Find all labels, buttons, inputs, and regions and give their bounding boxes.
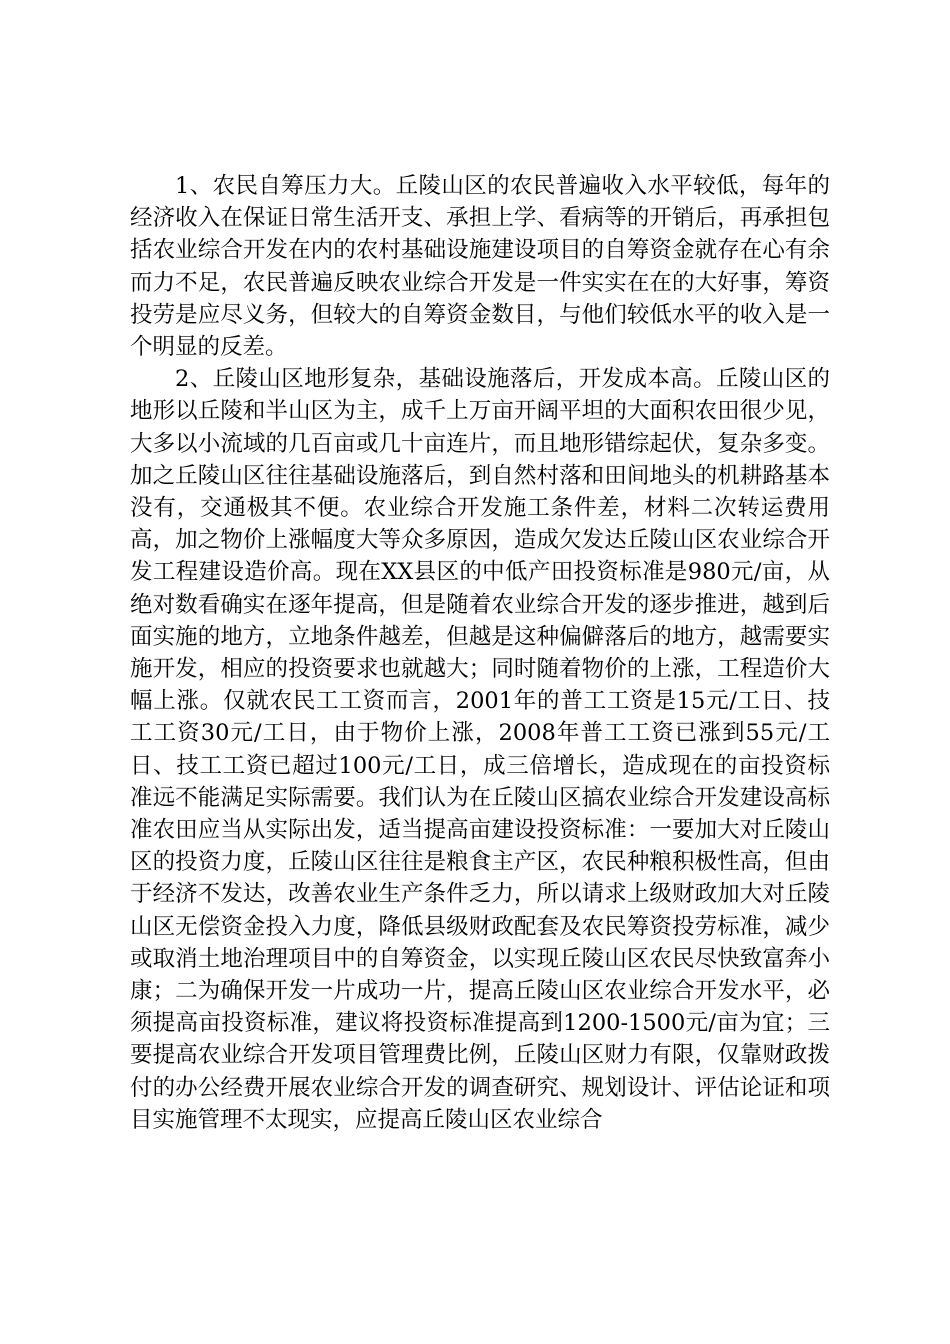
document-body (130, 170, 830, 1136)
paragraph-farmer-self-funding-pressure: 1、农民自筹压力大。丘陵山区的农民普遍收入水平较低，每年的经济收入在保证日常生活开支、承担上学、看病等的开销后，再承担包括农业综合开发在内的农村基础设施建设项目的自筹资金就存在心有余而力不足，农民普遍反映农业综合开发是一件实实在在的大好事，筹资投劳是应尽义务，但较大的自筹资金数目，与他们较低水平的收入是一个明显的反差。 (130, 173, 830, 361)
paragraph-hilly-terrain-development-cost: 2、丘陵山区地形复杂，基础设施落后，开发成本高。丘陵山区的地形以丘陵和半山区为主，成千上万亩开阔平坦的大面积农田很少见，大多以小流域的几百亩或几十亩连片，而且地形错综起伏，复杂多变。加之丘陵山区往往基础设施落后，到自然村落和田间地头的机耕路基本没有，交通极其不便。农业综合开发施工条件差，材料二次转运费用高，加之物价上涨幅度大等众多原因，造成欠发达丘陵山区农业综合开发工程建设造价高。现在XX县区的中低产田投资标准是980元/亩，从绝对数看确实在逐年提高，但是随着农业综合开发的逐步推进，越到后面实施的地方，立地条件越差，但越是这种偏僻落后的地方，越需要实施开发，相应的投资要求也就越大；同时随着物价的上涨，工程造价大幅上涨。仅就农民工工资而言，2001年的普工工资是15元/工日、技工工资30元/工日，由于物价上涨，2008年普工工资已涨到55元/工日、技工工资已超过100元/工日，成三倍增长，造成现在的亩投资标准远不能满足实际需要。我们认为在丘陵山区搞农业综合开发建设高标准农田应当从实际出发，适当提高亩建设投资标准：一要加大对丘陵山区的投资力度，丘陵山区往往是粮食主产区，农民种粮积极性高，但由于经济不发达，改善农业生产条件乏力，所以请求上级财政加大对丘陵山区无偿资金投入力度，降低县级财政配套及农民筹资投劳标准，减少或取消土地治理项目中的自筹资金，以实现丘陵山区农民尽快致富奔小康；二为确保开发一片成功一片，提高丘陵山区农业综合开发水平，必须提高亩投资标准，建议将投资标准提高到1200-1500元/亩为宜；三要提高农业综合开发项目管理费比例，丘陵山区财力有限，仅靠财政拨付的办公经费开展农业综合开发的调查研究、规划设计、评估论证和项目实施管理不太现实，应提高丘陵山区农业综合 (130, 366, 830, 1133)
